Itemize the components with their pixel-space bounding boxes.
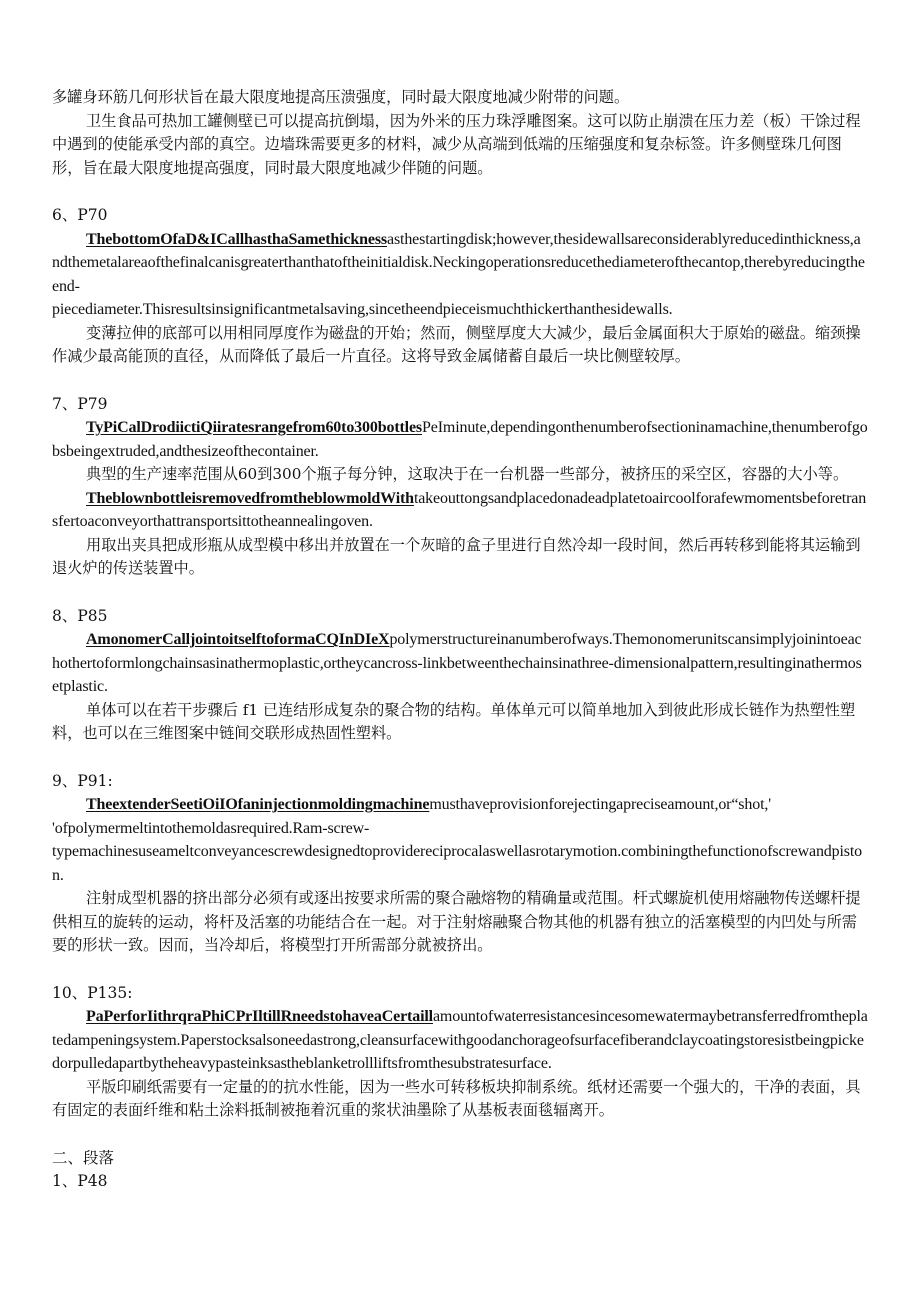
s10-chinese-paragraph: 平版印刷纸需要有一定量的的抗水性能，因为一些水可转移板块抑制系统。纸材还需要一个强大的，干净的表面，具有固定的表面纤维和粘土涂料抵制被拖着沉重的浆状油墨除了从基板表面毯辐离开。	[52, 1077, 861, 1119]
s9-english-text-2: 'ofpolymermeltintothemoldasrequired.Ram-screw-	[52, 819, 370, 837]
document-page	[52, 86, 868, 1194]
s10-english-paragraph	[52, 1005, 868, 1076]
s8-chinese-paragraph: 单体可以在若干步骤后 f1 已连结形成复杂的聚合物的结构。单体单元可以简单地加入到彼此形成长链作为热塑性塑料，也可以在三维图案中链间交联形成热固性塑料。	[52, 700, 856, 742]
heading-8: 8、P85	[52, 606, 108, 625]
spacer	[52, 958, 868, 982]
s9-english-paragraph	[52, 793, 868, 817]
s9-english-text-3: typemachinesuseameltconveyancescrewdesignedtoprovidereciprocalaswellasrotarymotion.combiningthefunctionofscrewandpiston.	[52, 843, 863, 884]
intro-paragraph-1: 多罐身环筋几何形状旨在最大限度地提高压溃强度，同时最大限度地减少附带的问题。	[52, 88, 630, 106]
heading-7: 7、P79	[52, 394, 108, 413]
spacer	[52, 581, 868, 605]
s9-chinese-paragraph: 注射成型机器的挤出部分必须有或逐出按要求所需的聚合融熔物的精确量或范围。杆式螺旋机使用熔融物传送螺杆提供相互的旋转的运动，将杆及活塞的功能结合在一起。对于注射熔融聚合物其他的机器有独立的活塞模型的内凹处与所需要的形状一致。因而，当冷却后，将模型打开所需部分就被挤出。	[52, 889, 861, 954]
section-2-subheading: 1、P48	[52, 1172, 108, 1190]
s7-chinese-paragraph-2: 用取出夹具把成形瓶从成型模中移出并放置在一个灰暗的盒子里进行自然冷却一段时间，然后再转移到能将其运输到退火炉的传送装置中。	[52, 535, 861, 577]
s6-chinese-paragraph: 变薄拉伸的底部可以用相同厚度作为磁盘的开始；然而，侧壁厚度大大减少，最后金属面积大于原始的磁盘。缩颈操作减少最高能顶的直径，从而降低了最后一片直径。这将导致金属储蓄自最后一块比侧壁较厚。	[52, 323, 861, 365]
s6-english-text-2: piecediameter.Thisresultsinsignificantmetalsaving,sincetheendpieceismuchthickerthanthesidewalls.	[52, 301, 673, 318]
s9-english-text-1: musthaveprovisionforejectingapreciseamount,or“shot,'	[429, 796, 771, 813]
s7-english-text-1: PeIminute,dependingonthenumberofsectioninamachine,thenumberofgobsbeingextruded,andthesizeofthecontainer.	[52, 419, 868, 460]
intro-paragraph-2: 卫生食品可热加工罐侧壁已可以提高抗倒塌，因为外米的压力珠浮雕图案。这可以防止崩溃在压力差（板）干馀过程中遇到的使能承受内部的真空。边墙珠需要更多的材料，减少从高端到低端的压缩强度和复杂标签。许多侧壁珠几何图形，旨在最大限度地提高强度，同时最大限度地减少伴随的问题。	[52, 111, 861, 177]
s6-english-text-1: asthestartingdisk;however,thesidewallsareconsiderablyreducedinthickness,andthemetalareaofthefinalcanisgreaterthanthatoftheinitialdisk.Neckingoperationsreducethediameterofthecantop,therebyreducingtheend-	[52, 230, 865, 295]
s8-english-text: polymerstructureinanumberofways.Themonomerunitscansimplyjoinintoeachothertoformlongchainsasinathermoplastic,ortheycancross-linkbetweenthechainsinathree-dimensionalpattern,resultinginathermosetplastic.	[52, 631, 862, 695]
s7-bold-phrase-1: TyPiCalDrodiictiQiiratesrangefrom60to300bottles	[86, 419, 423, 436]
spacer	[52, 1123, 868, 1147]
heading-10: 10、P135:	[52, 983, 133, 1002]
s7-bold-phrase-2: TheblownbottleisremovedfromtheblowmoldWith	[86, 489, 414, 507]
s10-english-text: amountofwaterresistancesincesomewatermaybetransferredfromtheplatedampeningsystem.Paperstocksalsoneedastrong,cleansurfacewithgoodanchorageofsurfacefiberandclaycoatingstoresistbeingpickedorpulledapartbytheheavypasteinksastheblanketrollliftsfromthesubstratesurface.	[52, 1008, 868, 1072]
s8-bold-phrase: AmonomerCalljointoitselftoformaCQInDIeX	[86, 631, 390, 648]
s6-english-paragraph	[52, 228, 868, 299]
s7-english-text-2: takeouttongsandplacedonadeadplatetoaircoolforafewmomentsbeforetransfertoaconveyorthattransportsittotheannealingoven.	[52, 489, 867, 530]
s6-bold-phrase: ThebottomOfaD&ICallhasthaSamethickness	[86, 230, 387, 248]
s10-bold-phrase: PaPerforIithrqraPhiCPrIltillRneedstohaveaCertaill	[86, 1008, 433, 1025]
heading-9: 9、P91:	[52, 771, 113, 790]
s9-bold-phrase: TheextenderSeetiOiIOfaninjectionmoldingmachine	[86, 796, 430, 813]
s8-english-paragraph	[52, 628, 868, 699]
spacer	[52, 369, 868, 393]
section-2-heading: 二、段落	[52, 1148, 115, 1167]
s7-chinese-paragraph-1: 典型的生产速率范围从60到300个瓶子每分钟，这取决于在一台机器一些部分，被挤压的采空区，容器的大小等。	[86, 465, 849, 483]
heading-6: 6、P70	[52, 206, 108, 224]
spacer	[52, 180, 868, 204]
spacer	[52, 746, 868, 770]
s7-english-paragraph-1	[52, 416, 868, 463]
s7-english-paragraph-2	[52, 487, 868, 534]
